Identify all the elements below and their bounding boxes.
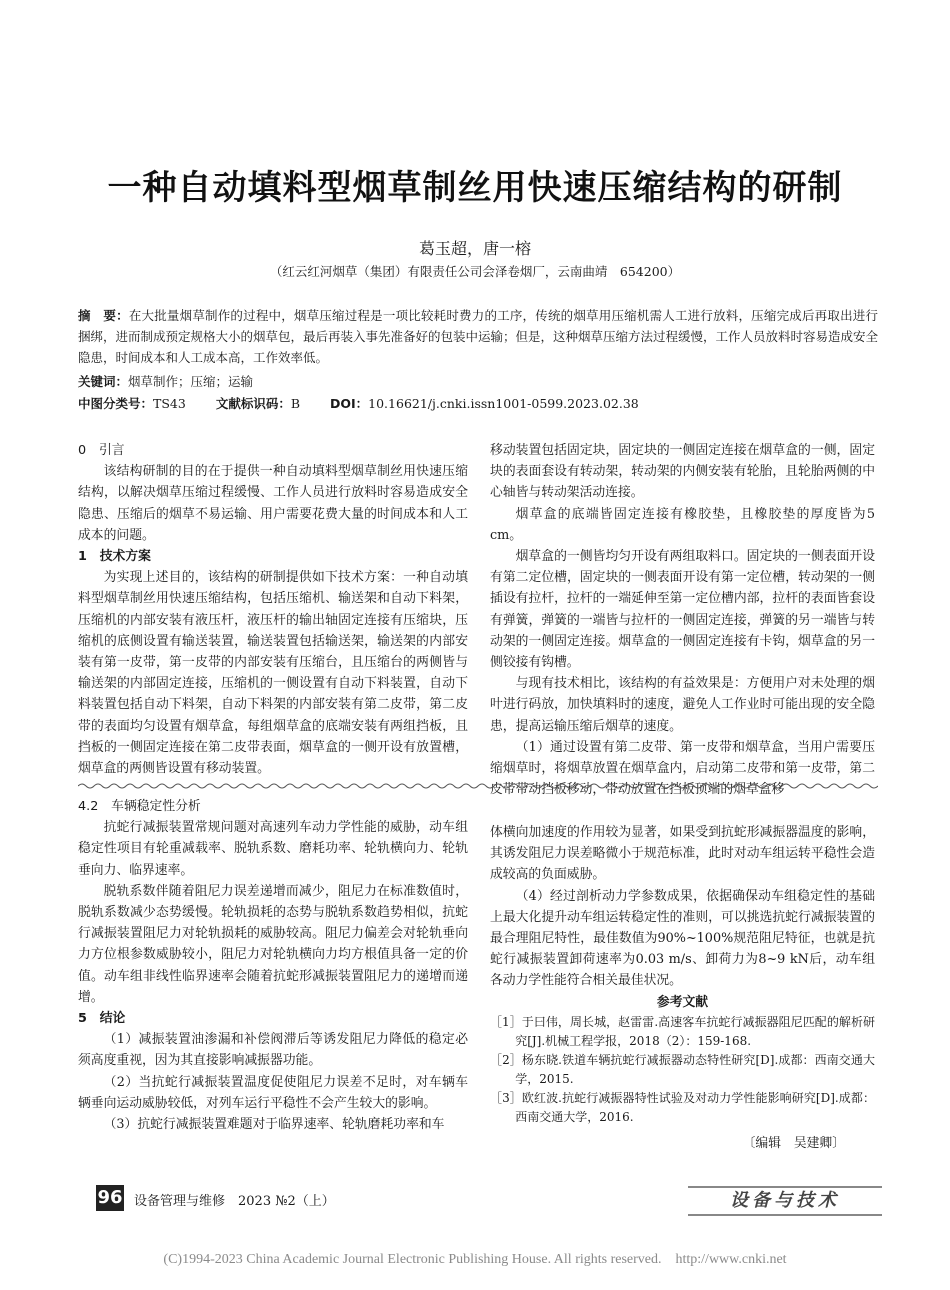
paragraph: 为实现上述目的，该结构的研制提供如下技术方案：一种自动填料型烟草制丝用快速压缩结构，包括压缩机、输送架和自动下料架，压缩机的内部安装有液压杆，液压杆的输出轴固定连接有压缩块，压缩机的底侧设置有输送装置，输送装置包括输送架，输送架的内部安装有第一皮带，第一皮带的内部安装有压缩台，且压缩台的两侧皆与输送架的内部固定连接，压缩机的一侧设置有自动下料装置，自动下料装置包括自动下料架，自动下料架的内部安装有第二皮带，第二皮带的表面均匀设置有烟草盒，每组烟草盒的底端安装有两组挡板，且挡板的一侧固定连接在第二皮带表面，烟草盒的一侧开设有放置槽，烟草盒的两侧皆设置有移动装置。 [78,570,468,777]
keywords-label: 关键词： [78,374,129,389]
keywords [78,372,878,390]
abstract-text: 在大批量烟草制作的过程中，烟草压缩过程是一项比较耗时费力的工序，传统的烟草用压缩机需人工进行放料，压缩完成后再取出进行捆绑，进而制成预定规格大小的烟草包，最后再装入事先准备好的包装中运输；但是，这种烟草压缩方法过程缓慢，工作人员放料时容易造成安全隐患，时间成本和人工成本高，工作效率低。 [78,308,879,365]
clc-label: 中图分类号： [78,396,154,411]
column-top-left [78,440,468,779]
references-heading: 参考文献 [656,994,709,1010]
doc-code-label: 文献标识码： [215,396,291,411]
abstract-label: 摘 要： [78,308,129,323]
affiliation: （红云红河烟草（集团）有限责任公司会泽卷烟厂，云南曲靖 654200） [269,264,681,279]
paragraph: 烟草盒的一侧皆均匀开设有两组取料口。固定块的一侧表面开设有第二定位槽，固定块的一侧表面开设有第一定位槽，转动架的一侧插设有拉杆，拉杆的一端延伸至第一定位槽内部，拉杆的表面皆套设有弹簧，弹簧的一端皆与拉杆的一侧固定连接，弹簧的另一端皆与转动架的一侧固定连接。烟草盒的一侧固定连接有卡钩，烟草盒的另一侧铰接有钩槽。 [490,549,875,671]
paragraph: （1）减振装置油渗漏和补偿阀滞后等诱发阻尼力降低的稳定必须高度重视，因为其直接影响减振器功能。 [78,1032,468,1069]
journal-info: 设备管理与维修 2023 №2（上） [134,1194,335,1209]
column-bottom-right [490,822,875,1154]
section-heading-tech: 1 技术方案 [78,549,151,565]
authors: 葛玉超，唐一榕 [418,239,531,258]
column-bottom-left [78,796,468,1135]
keywords-text: 烟草制作；压缩；运输 [128,374,254,389]
article-title: 一种自动填料型烟草制丝用快速压缩结构的研制 [107,168,843,208]
reference-item: ［1］于曰伟，周长城，赵雷雷.高速客车抗蛇行减振器阻尼匹配的解析研究[J].机械工程学报，2018（2）：159-168. [490,1014,875,1048]
abstract [78,305,878,368]
reference-item: ［2］杨东晓.铁道车辆抗蛇行减振器动态特性研究[D].成都：西南交通大学，2015. [490,1052,875,1086]
page-number: 96 [96,1185,124,1211]
section-brand-logo: 设备与技术 [688,1186,882,1216]
editor-note: 〔编辑 吴建卿〕 [742,1135,845,1151]
paragraph: 该结构研制的目的在于提供一种自动填料型烟草制丝用快速压缩结构，以解决烟草压缩过程缓慢、工作人员进行放料时容易造成安全隐患、压缩后的烟草不易运输、用户需要花费大量的时间成本和人工成本的问题。 [78,464,468,543]
article-divider [78,781,878,791]
column-top-right [490,440,875,800]
doc-code-value: B [290,396,301,411]
doi-value: 10.16621/j.cnki.issn1001-0599.2023.02.38 [368,396,639,411]
reference-item: ［3］欧红波.抗蛇行减振器特性试验及对动力学性能影响研究[D].成都：西南交通大学，2016. [490,1090,875,1124]
paragraph: （2）当抗蛇行减振装置温度促使阻尼力误差不足时，对车辆车辆垂向运动威胁较低，对列车运行平稳性不会产生较大的影响。 [78,1074,468,1111]
section-heading-stability: 4.2 车辆稳定性分析 [78,799,201,814]
paragraph: （1）通过设置有第二皮带、第一皮带和烟草盒，当用户需要压缩烟草时，将烟草放置在烟草盒内，启动第二皮带和第一皮带，第二皮带带动挡板移动，带动放置在挡板顶端的烟草盒移 [490,739,875,798]
paragraph: 烟草盒的底端皆固定连接有橡胶垫，且橡胶垫的厚度皆为5 cm。 [490,506,875,543]
section-heading-intro: 0 引言 [78,443,125,458]
classification-line [78,394,878,412]
paragraph: 体横向加速度的作用较为显著，如果受到抗蛇形减振器温度的影响，其诱发阻尼力误差略微小于规范标准，此时对动车组运转平稳性会造成较高的负面威胁。 [490,825,875,883]
section-heading-conclusion: 5 结论 [78,1011,126,1027]
paragraph: 抗蛇行减振装置常规问题对高速列车动力学性能的威胁，动车组稳定性项目有轮重减载率、脱轨系数、磨耗功率、轮轨横向力、轮轨垂向力、临界速率。 [78,820,468,878]
paragraph: 移动装置包括固定块，固定块的一侧固定连接在烟草盒的一侧，固定块的表面套设有转动架，转动架的内侧安装有轮胎，且轮胎两侧的中心轴皆与转动架活动连接。 [490,443,875,501]
paragraph: （4）经过剖析动力学参数成果，依据确保动车组稳定性的基础上最大化提升动车组运转稳定性的准则，可以挑选抗蛇行减振装置的最合理阻尼特性，最佳数值为90%~100%规范阻尼特征，也就是抗蛇行减振装置卸荷速率为0.03 m/s、卸荷力为8~9 kN后，动车组各动力学性能符合相关最佳状况。 [490,888,875,989]
clc-value: TS43 [153,396,186,411]
paragraph: （3）抗蛇行减振装置难题对于临界速率、轮轨磨耗功率和车 [103,1117,445,1133]
paragraph: 与现有技术相比，该结构的有益效果是：方便用户对未处理的烟叶进行码放，加快填料时的速度，避免人工作业时可能出现的安全隐患，提高运输压缩后烟草的速度。 [490,676,875,734]
paragraph: 脱轨系数伴随着阻尼力误差递增而减少，阻尼力在标准数值时，脱轨系数减少态势缓慢。轮轨损耗的态势与脱轨系数趋势相似，抗蛇行减振装置阻尼力对轮轨损耗的威胁较高。阻尼力偏差会对轮轨垂向力方位根参数威胁较小，阻尼力对轮轨横向力均方根值具备一定的价值。动车组非线性临界速率会随着抗蛇形减振装置阻尼力的递增而递增。 [78,883,468,1005]
copyright-notice: (C)1994-2023 China Academic Journal Electronic Publishing House. All rights reserved. http://www.cnki.net [163,1252,787,1267]
doi-label: DOI： [330,396,369,411]
